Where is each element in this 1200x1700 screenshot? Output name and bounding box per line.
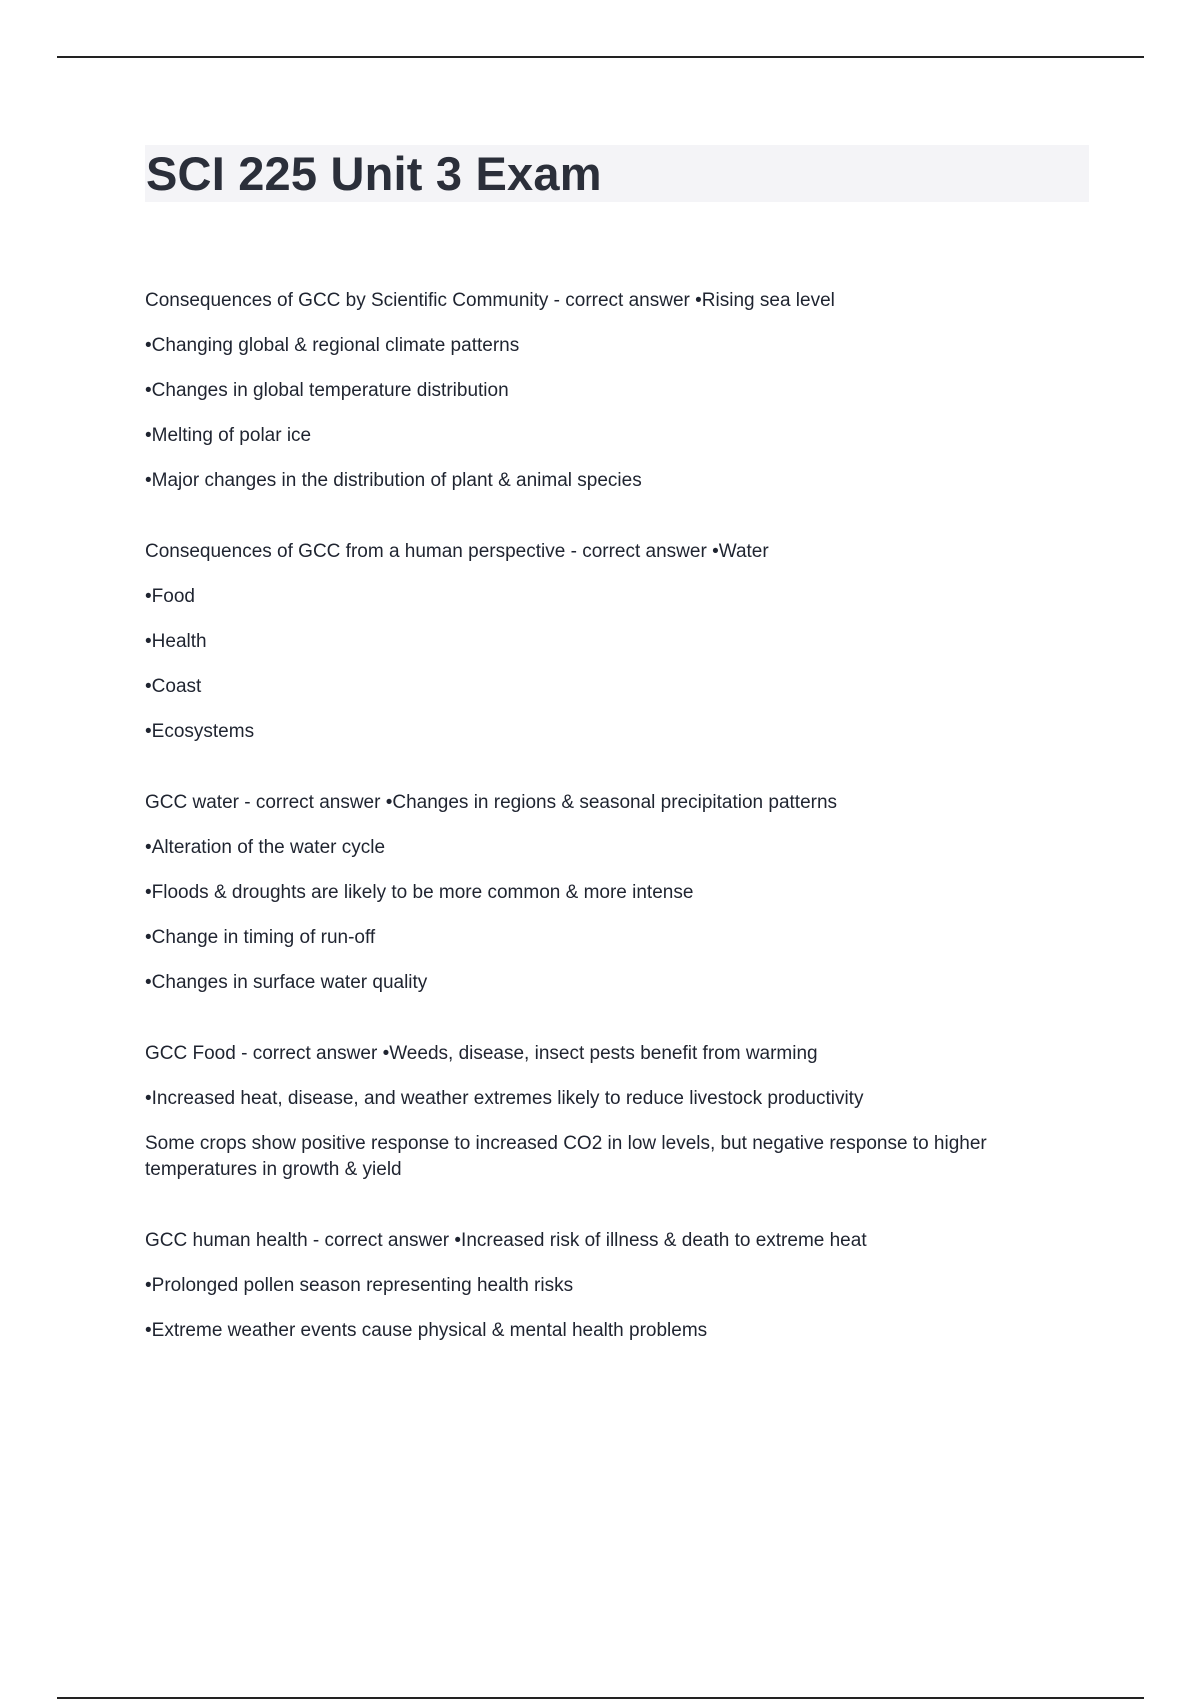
bullet-line: •Alteration of the water cycle bbox=[145, 837, 386, 858]
section-gcc-water bbox=[145, 790, 1085, 996]
bullet-line: •Ecosystems bbox=[145, 721, 255, 742]
bullet-line: •Melting of polar ice bbox=[145, 425, 312, 446]
bullet-line: •Changes in surface water quality bbox=[145, 972, 428, 993]
section-human-perspective bbox=[145, 539, 1085, 745]
section-gcc-food bbox=[145, 1041, 1085, 1183]
bullet-line: •Health bbox=[145, 631, 207, 652]
question-line: GCC water - correct answer •Changes in regions & seasonal precipitation patterns bbox=[145, 792, 838, 813]
bullet-line: •Major changes in the distribution of plant & animal species bbox=[145, 470, 642, 491]
bullet-line: •Changing global & regional climate patterns bbox=[145, 335, 520, 356]
question-line: GCC human health - correct answer •Increased risk of illness & death to extreme heat bbox=[145, 1230, 867, 1251]
bullet-line: •Changes in global temperature distribution bbox=[145, 380, 509, 401]
question-line: GCC Food - correct answer •Weeds, disease, insect pests benefit from warming bbox=[145, 1043, 818, 1064]
bullet-line: •Extreme weather events cause physical & mental health problems bbox=[145, 1320, 708, 1341]
document-body bbox=[145, 288, 1085, 1389]
bullet-line: •Floods & droughts are likely to be more common & more intense bbox=[145, 882, 694, 903]
question-line: Consequences of GCC from a human perspective - correct answer •Water bbox=[145, 541, 769, 562]
bottom-divider bbox=[57, 1697, 1144, 1699]
bullet-line: •Coast bbox=[145, 676, 202, 697]
bullet-line: •Prolonged pollen season representing health risks bbox=[145, 1275, 574, 1296]
section-gcc-human-health bbox=[145, 1228, 1085, 1344]
section-scientific-consequences bbox=[145, 288, 1085, 494]
top-divider bbox=[57, 56, 1144, 58]
bullet-line: •Change in timing of run-off bbox=[145, 927, 376, 948]
bullet-line: •Increased heat, disease, and weather extremes likely to reduce livestock productivity bbox=[145, 1088, 864, 1109]
page-title: SCI 225 Unit 3 Exam bbox=[146, 147, 602, 200]
bullet-line: •Food bbox=[145, 586, 195, 607]
answer-paragraph: Some crops show positive response to increased CO2 in low levels, but negative response to higher temperatures in growth & yield bbox=[145, 1133, 987, 1180]
question-line: Consequences of GCC by Scientific Community - correct answer •Rising sea level bbox=[145, 290, 835, 311]
